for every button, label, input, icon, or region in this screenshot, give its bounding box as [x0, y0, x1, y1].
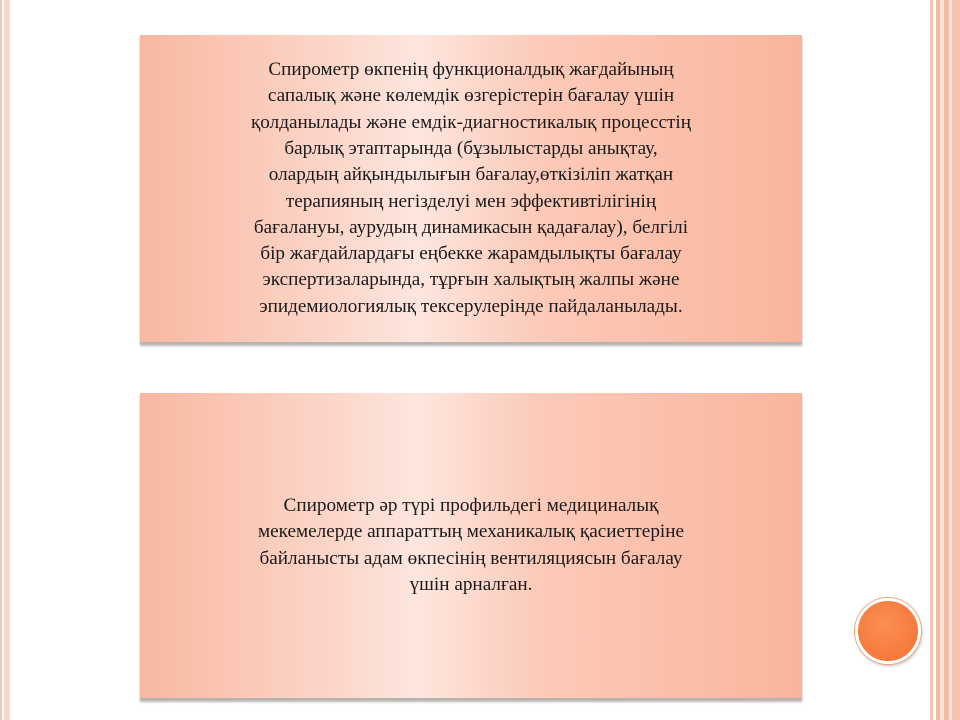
description-line: сапалық және көлемдік өзгерістерін бағалау үшін	[267, 85, 675, 107]
description-line: эпидемиологиялық тексерулерінде пайдаланылады.	[259, 295, 683, 317]
purpose-line: мекемелерде аппараттың механикалық қасиеттеріне	[257, 521, 685, 543]
purpose-line: Спирометр әр түрі профильдегі медициналық	[283, 494, 659, 516]
text-box-purpose	[140, 393, 802, 700]
description-line: олардың айқындылығын бағалау,өткізіліп жатқан	[268, 164, 674, 186]
description-paragraph	[251, 57, 691, 320]
description-line: терапияның негізделуі мен эффективтілігінің	[285, 190, 657, 212]
slide-left-border	[0, 0, 10, 720]
description-line: бағалануы, аурудың динамикасын қадағалау), белгілі	[253, 216, 689, 238]
description-line: барлық этаптарында (бұзылыстарды анықтау,	[284, 137, 658, 159]
purpose-line: үшін арналған.	[409, 573, 533, 595]
slide-right-border	[924, 0, 960, 720]
description-line: Спирометр өкпенің функционалдық жағдайының	[268, 59, 674, 81]
description-line: бір жағдайлардағы еңбекке жарамдылықты бағалау	[260, 243, 682, 265]
text-box-description	[140, 35, 802, 344]
description-line: қолданылады және емдік-диагностикалық процесстің	[250, 111, 691, 133]
description-line: экспертизаларында, тұрғын халықтың жалпы және	[262, 269, 680, 291]
purpose-paragraph	[258, 493, 684, 598]
purpose-line: байланысты адам өкпесінің вентиляциясын бағалау	[259, 547, 683, 569]
decorative-circle-icon	[855, 598, 921, 664]
